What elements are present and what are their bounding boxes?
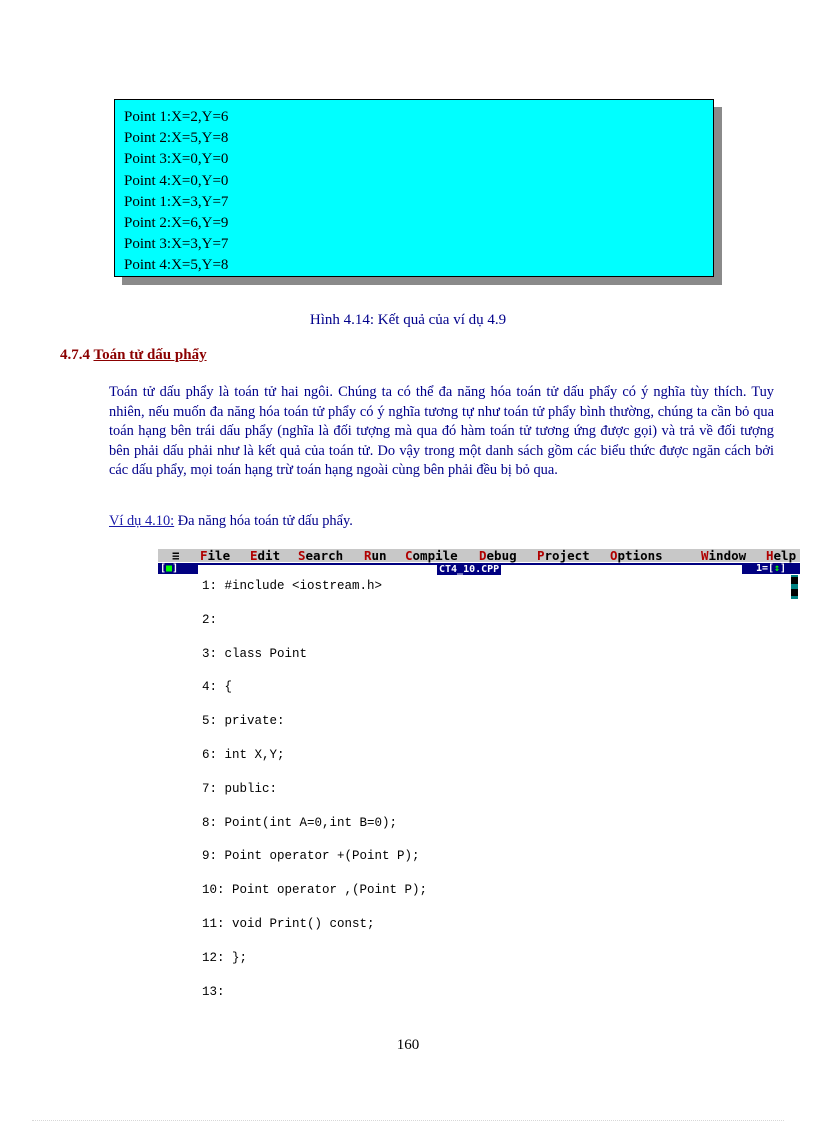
close-icon[interactable]: ■ [166, 563, 173, 574]
code-line: 7: public: [202, 781, 278, 796]
zoom-icon[interactable]: ↕ [774, 563, 781, 574]
example-text: Đa năng hóa toán tử dấu phẩy. [174, 513, 353, 529]
output-line: Point 1:X=2,Y=6 [124, 109, 229, 125]
menu-edit[interactable] [250, 549, 280, 562]
output-line: Point 1:X=3,Y=7 [124, 193, 229, 210]
page-number: 160 [396, 1037, 420, 1053]
menu-run[interactable] [364, 549, 387, 562]
menu-help-hotkey: H [766, 548, 774, 563]
menu-debug-hotkey: D [479, 548, 487, 563]
output-line: Point 2:X=5,Y=8 [124, 130, 229, 147]
menu-options[interactable] [610, 549, 663, 562]
section-title: Toán tử dấu phẩy [93, 347, 207, 363]
window-left-bracket: [ [160, 563, 167, 574]
menu-file-hotkey: F [200, 548, 208, 563]
example-label[interactable]: Ví dụ 4.10: [109, 513, 175, 529]
menu-search-hotkey: S [298, 548, 306, 563]
menu-options-label: ptions [617, 548, 663, 563]
code-editor[interactable] [202, 578, 427, 1017]
menu-project[interactable] [537, 549, 590, 562]
window-zoom-control[interactable] [742, 564, 800, 574]
code-line: 5: private: [202, 714, 285, 729]
section-number: 4.7.4 [60, 347, 90, 363]
menu-options-hotkey: O [610, 548, 618, 563]
editor-file-title: CT4_10.CPP [439, 564, 500, 575]
code-line: 1: #include <iostream.h> [202, 579, 383, 593]
menu-compile-hotkey: C [405, 548, 413, 563]
output-line: Point 4:X=0,Y=0 [124, 172, 229, 189]
menu-debug-label: ebug [486, 548, 517, 563]
menu-project-hotkey: P [537, 548, 545, 563]
ide-screenshot [158, 549, 800, 1001]
scroll-thumb[interactable] [791, 589, 798, 596]
code-line: 13: [202, 984, 225, 999]
menu-compile-label: ompile [412, 548, 458, 563]
menu-window-hotkey: W [701, 548, 709, 563]
system-menu-icon[interactable]: ≡ [172, 548, 180, 563]
window-left-bracket-end: ] [172, 563, 179, 574]
ide-menu-bar [158, 549, 800, 562]
output-line: Point 3:X=0,Y=0 [124, 151, 229, 168]
window-close-control[interactable] [158, 564, 198, 574]
code-line: 2: [202, 612, 218, 627]
example-heading [109, 513, 353, 530]
menu-file[interactable] [200, 549, 230, 562]
code-line: 11: void Print() const; [202, 916, 375, 931]
editor-title-bar [158, 563, 800, 577]
code-line: 6: int X,Y; [202, 747, 285, 762]
scroll-up-arrow[interactable] [791, 577, 798, 584]
code-line: 3: class Point [202, 646, 308, 661]
vertical-scrollbar[interactable] [791, 575, 798, 599]
menu-edit-label: dit [257, 548, 281, 563]
output-line: Point 3:X=3,Y=7 [124, 236, 229, 253]
code-line: 8: Point(int A=0,int B=0); [202, 815, 398, 830]
code-line: 12: }; [202, 950, 248, 965]
menu-help[interactable] [766, 549, 796, 562]
menu-window-label: indow [708, 548, 747, 563]
output-line: Point 4:X=5,Y=8 [124, 257, 229, 274]
menu-run-hotkey: R [364, 548, 372, 563]
menu-project-label: roject [544, 548, 590, 563]
code-line: 10: Point operator ,(Point P); [202, 883, 428, 898]
menu-window[interactable] [701, 549, 746, 562]
body-paragraph: Toán tử dấu phẩy là toán tử hai ngôi. Chúng ta có thể đa năng hóa toán tử dấu phẩy có ý nghĩa tùy thích. Tuy nhiên, nếu muốn đa năng hóa toán tử phẩy có ý nghĩa tương tự như toán tử phẩy bình thường, chúng ta cần bỏ qua toán hạng bên trái dấu phẩy (nghĩa là đối tượng mà qua đó hàm toán tử tương ứng được gọi) và trả về đối tượng bên phải dấu phải như là kết quả của toán tử. Do vậy trong một danh sách gồm các biểu thức được ngăn cách bởi các dấu phẩy, mọi toán hạng trừ toán hạng ngoài cùng bên phải đều bị bỏ qua. [109, 384, 774, 478]
menu-edit-hotkey: E [250, 548, 258, 563]
menu-file-label: ile [207, 548, 231, 563]
menu-run-label: un [371, 548, 387, 563]
menu-help-label: elp [773, 548, 797, 563]
code-line: 9: Point operator +(Point P); [202, 849, 420, 864]
page-bottom-divider [32, 1120, 784, 1121]
section-heading [60, 347, 207, 364]
output-line: Point 2:X=6,Y=9 [124, 215, 229, 232]
menu-search[interactable] [298, 549, 343, 562]
menu-compile[interactable] [405, 549, 458, 562]
code-line: 4: { [202, 680, 233, 695]
figure-caption: Hình 4.14: Kết quả của ví dụ 4.9 [309, 312, 507, 328]
menu-search-label: earch [305, 548, 344, 563]
program-output-box [114, 99, 714, 277]
window-number: 1=[ [755, 563, 774, 574]
menu-debug[interactable] [479, 549, 517, 562]
window-right-bracket: ] [780, 563, 787, 574]
